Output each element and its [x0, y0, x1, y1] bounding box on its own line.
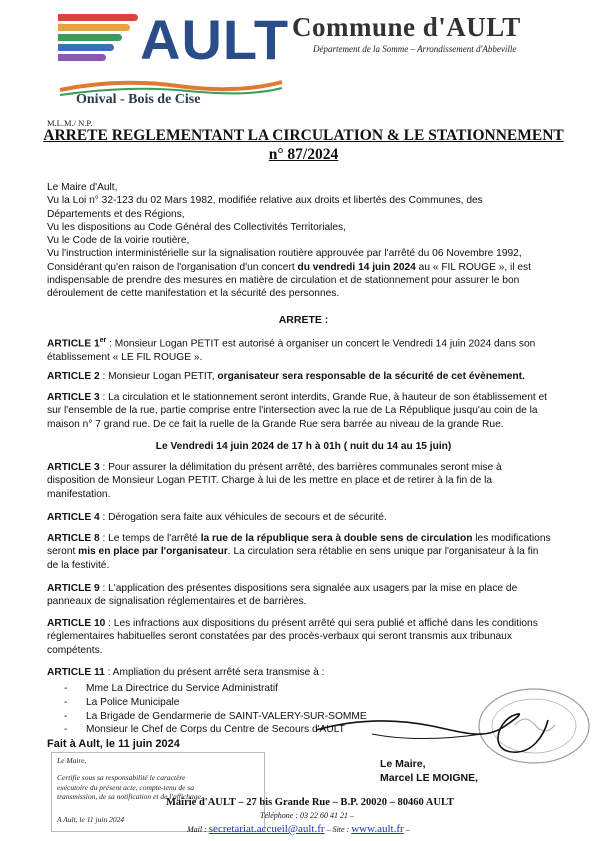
site-label: – Site :	[324, 825, 352, 834]
footer-contact	[187, 823, 410, 835]
certification-line: transmission, de sa notification et de l'affichage.	[57, 791, 203, 801]
mayor-name: Marcel LE MOIGNE,	[380, 772, 479, 784]
signature-icon	[312, 690, 552, 760]
article-line	[47, 532, 569, 545]
article-text: : Dérogation sera faite aux véhicules de secours et de sécurité.	[99, 512, 387, 523]
article-line	[47, 511, 569, 524]
article-8	[47, 532, 569, 572]
article-text: : Ampliation du présent arrêté sera transmise à :	[104, 667, 325, 678]
article-label: ARTICLE 10	[47, 618, 106, 629]
article-bold-text: la rue de la république sera à double sens de circulation	[200, 533, 473, 544]
mail-label: Mail :	[187, 825, 209, 834]
preamble-line	[47, 261, 569, 274]
article-label: ARTICLE 8	[47, 533, 100, 544]
article-label: ARTICLE 3	[47, 392, 100, 403]
article-label: ARTICLE 9	[47, 583, 100, 594]
logo-stripe	[58, 14, 138, 21]
article-line: de la festivité.	[47, 559, 110, 571]
article-label: ARTICLE 4	[47, 512, 100, 523]
article-line: disposition de Monsieur Logan PETIT. Charge à lui de les mettre en place et de retirer à la fin de la	[47, 475, 493, 487]
preamble-text: Considérant qu'en raison de l'organisation d'un concert	[47, 261, 298, 273]
footer-end: –	[403, 825, 410, 834]
certification-date: A Ault, le 11 juin 2024	[57, 815, 125, 824]
preamble	[47, 181, 569, 301]
article-line: compétents.	[47, 644, 103, 656]
department-line: Département de la Somme – Arrondissement d'Abbeville	[313, 44, 517, 54]
article-line	[47, 370, 569, 383]
article-bold-text: mis en place par l'organisateur	[78, 546, 228, 558]
article-bold-text: organisateur sera responsable de la sécurité de cet évènement.	[217, 371, 525, 382]
article-line	[47, 461, 569, 474]
article-text: : Pour assurer la délimitation du présent arrêté, des barrières communales seront mise à	[99, 462, 502, 473]
article-text: seront	[47, 546, 79, 558]
article-text: : Le temps de l'arrêté	[99, 533, 201, 544]
article-line: établissement « LE FIL ROUGE ».	[47, 351, 203, 363]
article-line: manifestation.	[47, 488, 111, 500]
certification-line: exécutoire du présent acte, compte-tenu de sa	[57, 782, 194, 792]
article-line	[47, 582, 569, 595]
article-text: : Monsieur Logan PETIT est autorisé à organiser un concert le Vendredi 14 juin 2024 dans son	[106, 338, 536, 350]
preamble-text: au « FIL ROUGE », il est	[415, 261, 531, 273]
article-2	[47, 370, 569, 383]
article-line	[47, 391, 569, 404]
list-item: - Monsieur le Chef de Corps du Centre de Secours d'AULT	[64, 724, 345, 736]
certification-text	[57, 756, 261, 801]
article-line	[47, 334, 569, 351]
preamble-line: indispensable de prendre des mesures en matière de circulation et de stationnement pour assurer le bon	[47, 275, 520, 287]
recipient-text: Monsieur le Chef de Corps du Centre de Secours d'AULT	[86, 724, 345, 736]
logo-word: AULT	[140, 8, 290, 71]
date-line: Le Vendredi 14 juin 2024 de 17 h à 01h ( nuit du 14 au 15 juin)	[155, 441, 452, 452]
mayor-title: Le Maire,	[380, 758, 426, 770]
recipient-text: La Police Municipale	[86, 696, 180, 708]
article-text: les modifications	[472, 533, 551, 544]
preamble-line: Vu le Code de la voirie routière,	[47, 235, 190, 247]
site-link[interactable]: www.ault.fr	[351, 823, 404, 835]
arrete-heading: ARRETE :	[278, 314, 329, 326]
recipient-text: La Brigade de Gendarmerie de SAINT-VALERY-SUR-SOMME	[86, 710, 367, 722]
article-label-sup: er	[99, 337, 107, 344]
mail-link[interactable]: secretariat.accueil@ault.fr	[208, 823, 325, 835]
article-line: maison n° 7 grand rue. De ce fait la ruelle de la Grande Rue sera barrée au niveau de la grande Rue.	[47, 418, 504, 430]
preamble-line: déroulement de cette manifestation et la sécurité des personnes.	[47, 288, 340, 300]
preamble-line: Vu la Loi n° 32-123 du 02 Mars 1982, modifiée relative aux droits et libertés des Communes, des	[47, 195, 483, 207]
reference: M.L.M./ N.P.	[47, 118, 93, 128]
article-line: réglementaires habituelles seront constatées par des procès-verbaux qui seront transmis aux tribunaux	[47, 631, 512, 643]
article-4	[47, 511, 569, 524]
article-text: : Les infractions aux dispositions du présent arrêté qui sera publié et affiché dans les conditions	[105, 618, 538, 629]
footer-phone: Téléphone : 03 22 60 41 21 –	[260, 811, 354, 820]
preamble-date: du vendredi 14 juin 2024	[297, 261, 416, 273]
footer-address: Mairie d'AULT – 27 bis Grande Rue – B.P. 20020 – 80460 AULT	[166, 797, 455, 808]
article-text: . La circulation sera rétablie en sens unique par l'organisateur à la fin	[227, 546, 539, 558]
arrete-number: n° 87/2024	[268, 146, 339, 163]
article-text: : Monsieur Logan PETIT,	[99, 371, 218, 382]
recipient-text: Mme La Directrice du Service Administratif	[86, 683, 278, 694]
page-title: ARRETE REGLEMENTANT LA CIRCULATION & LE STATIONNEMENT	[43, 127, 564, 144]
article-line	[47, 666, 569, 679]
article-text: : L'application des présentes dispositions sera signalée aux usagers par la mise en place de	[99, 583, 518, 594]
article-line	[47, 545, 569, 558]
list-item: - La Brigade de Gendarmerie de SAINT-VALERY-SUR-SOMME	[64, 710, 367, 722]
preamble-line: Le Maire d'Ault,	[47, 182, 118, 193]
list-item: - Mme La Directrice du Service Administratif	[64, 683, 278, 694]
article-11	[47, 666, 569, 679]
article-1	[47, 334, 569, 364]
article-label: ARTICLE 1	[47, 338, 100, 350]
signed-at: Fait à Ault, le 11 juin 2024	[47, 738, 180, 750]
article-line: panneaux de signalisation réglementaires et de barrières.	[47, 596, 307, 608]
certification-line: Certifie sous sa responsabilité le caractère	[57, 773, 186, 783]
preamble-line: Vu l'instruction interministérielle sur la signalisation routière approuvée par l'arrêté du 06 Novembre 1992,	[47, 248, 522, 260]
article-line: sur l'ensemble de la rue, partie comprise entre l'intersection avec la rue de La République jusqu'au coin de la	[47, 405, 538, 417]
preamble-line: Départements et des Régions,	[47, 208, 185, 220]
logo-subtitle: Onival - Bois de Cise	[76, 92, 201, 107]
logo-stripe	[58, 34, 122, 41]
logo-stripe	[58, 44, 114, 51]
article-label: ARTICLE 11	[47, 667, 105, 678]
article-line	[47, 617, 569, 630]
commune-title: Commune d'AULT	[292, 12, 521, 42]
logo-stripe	[58, 54, 106, 61]
logo-stripe	[58, 24, 130, 31]
list-item: - La Police Municipale	[64, 696, 180, 708]
article-3	[47, 391, 569, 431]
article-9	[47, 582, 569, 609]
article-label: ARTICLE 2	[47, 371, 100, 382]
commune-logo	[58, 8, 290, 110]
article-label: ARTICLE 3	[47, 462, 100, 473]
preamble-line: Vu les dispositions au Code Général des Collectivités Territoriales,	[47, 221, 346, 233]
article-text: : La circulation et le stationnement seront interdits, Grande Rue, à hauteur de son établissement et	[99, 392, 548, 403]
article-10	[47, 617, 569, 657]
certification-line: Le Maire,	[57, 756, 87, 765]
article-3b	[47, 461, 569, 501]
